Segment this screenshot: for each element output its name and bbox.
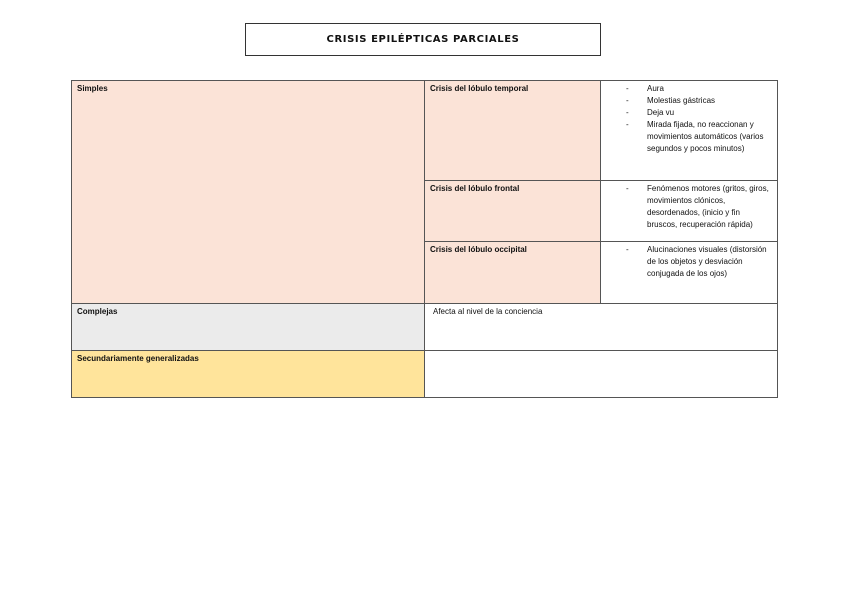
seizure-table	[71, 80, 778, 398]
list-item: - Aura	[626, 83, 772, 95]
frontal-symptom-list	[606, 183, 772, 231]
complejas-description-cell	[425, 304, 778, 351]
complejas-description: Afecta al nivel de la conciencia	[433, 307, 543, 316]
frontal-cell	[425, 181, 601, 242]
title-box	[245, 23, 601, 56]
document-title: CRISIS EPILÉPTICAS PARCIALES	[326, 34, 520, 45]
temporal-label: Crisis del lóbulo temporal	[430, 84, 529, 93]
occipital-label: Crisis del lóbulo occipital	[430, 245, 527, 254]
frontal-symptoms-cell	[601, 181, 778, 242]
list-item: - Mirada fijada, no reaccionan y movimientos automáticos (varios segundos y pocos minutos)	[626, 119, 772, 155]
table-row	[72, 304, 778, 351]
complejas-label: Complejas	[77, 307, 118, 316]
temporal-cell	[425, 81, 601, 181]
occipital-symptom-list	[606, 244, 772, 280]
table-row	[72, 351, 778, 398]
list-item: - Deja vu	[626, 107, 772, 119]
simples-label: Simples	[77, 84, 108, 93]
secundariamente-label: Secundariamente generalizadas	[77, 354, 199, 363]
table-row	[72, 81, 778, 181]
list-item: - Fenómenos motores (gritos, giros, movimientos clónicos, desordenados, (inicio y fin bruscos, recuperación rápida)	[626, 183, 772, 231]
simples-cell	[72, 81, 425, 304]
frontal-label: Crisis del lóbulo frontal	[430, 184, 520, 193]
occipital-cell	[425, 242, 601, 304]
occipital-symptoms-cell	[601, 242, 778, 304]
list-item: - Molestias gástricas	[626, 95, 772, 107]
temporal-symptoms-cell	[601, 81, 778, 181]
list-item: - Alucinaciones visuales (distorsión de los objetos y desviación conjugada de los ojos)	[626, 244, 772, 280]
temporal-symptom-list	[606, 83, 772, 155]
secundariamente-description-cell	[425, 351, 778, 398]
complejas-cell	[72, 304, 425, 351]
secundariamente-cell	[72, 351, 425, 398]
secundariamente-description	[430, 354, 433, 363]
